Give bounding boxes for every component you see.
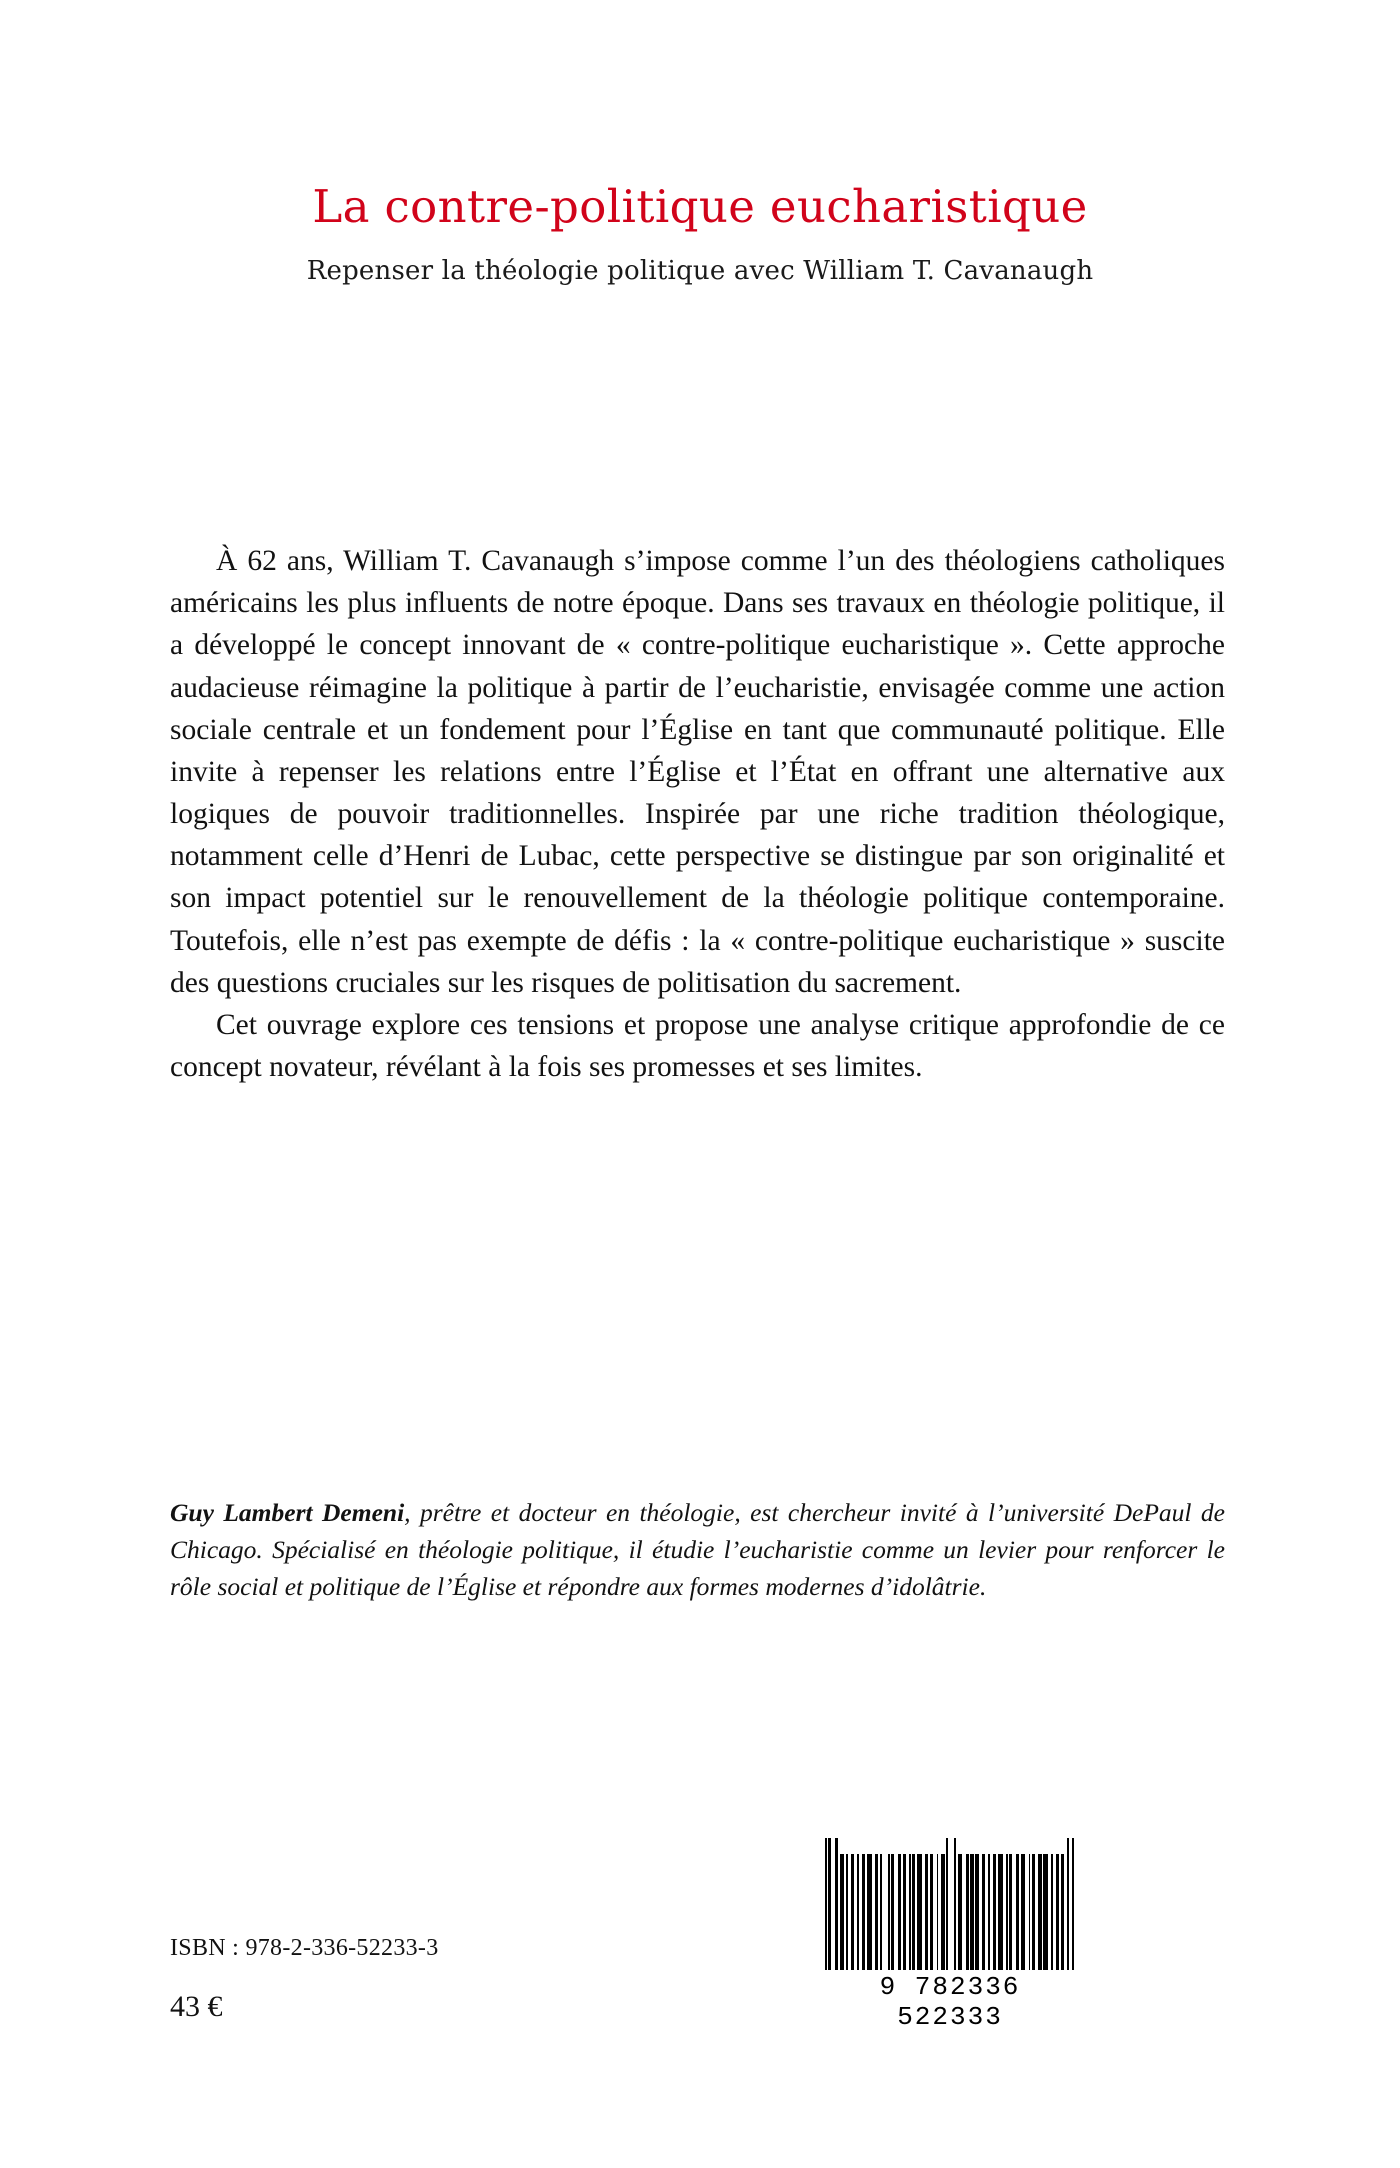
barcode-bar [1072, 1838, 1074, 1970]
title-block [170, 182, 1230, 287]
back-cover-content [170, 0, 1230, 2168]
author-bio-text: , prêtre et docteur en théologie, est chercheur invité à l’université DePaul de Chicago. Spécialisé en théologie politique, il étudie l’eucharistie comme un levier pour renforcer le rôle social et politique de l’Église et répondre aux formes modernes d’idolâtrie. [170, 1498, 1225, 1601]
blurb-paragraph-2: Cet ouvrage explore ces tensions et propose une analyse critique approfondie de ce concept novateur, révélant à la fois ses promesses et ses limites. [170, 1008, 1225, 1084]
author-name: Guy Lambert Demeni [170, 1498, 405, 1527]
barcode [825, 1838, 1075, 2032]
isbn-label: ISBN : 978-2-336-52233-3 [170, 1935, 439, 1961]
barcode-bars [825, 1838, 1075, 1970]
barcode-digits: 9 782336 522333 [879, 1972, 1021, 2032]
page-title: La contre-politique eucharistique [312, 180, 1088, 233]
price-label: 43 € [170, 1990, 223, 2023]
blurb-paragraph-1: À 62 ans, William T. Cavanaugh s’impose comme l’un des théologiens catholiques américains les plus influents de notre époque. Dans ses travaux en théologie politique, il a développé le concept innovant de « contre-politique eucharistique ». Cette approche audacieuse réimagine la politique à partir de l’eucharistie, envisagée comme une action sociale centrale et un fondement pour l’Église en tant que communauté politique. Elle invite à repenser les relations entre l’Église et l’État en offrant une alternative aux logiques de pouvoir traditionnelles. Inspirée par une riche tradition théologique, notamment celle d’Henri de Lubac, cette perspective se distingue par son originalité et son impact potentiel sur le renouvellement de la théologie politique contemporaine. Toutefois, elle n’est pas exempte de défis : la « contre-politique eucharistique » suscite des questions cruciales sur les risques de politisation du sacrement. [170, 545, 1225, 999]
author-bio [170, 1495, 1225, 1606]
blurb-text [170, 540, 1225, 1088]
page-subtitle: Repenser la théologie politique avec William T. Cavanaugh [306, 255, 1094, 286]
